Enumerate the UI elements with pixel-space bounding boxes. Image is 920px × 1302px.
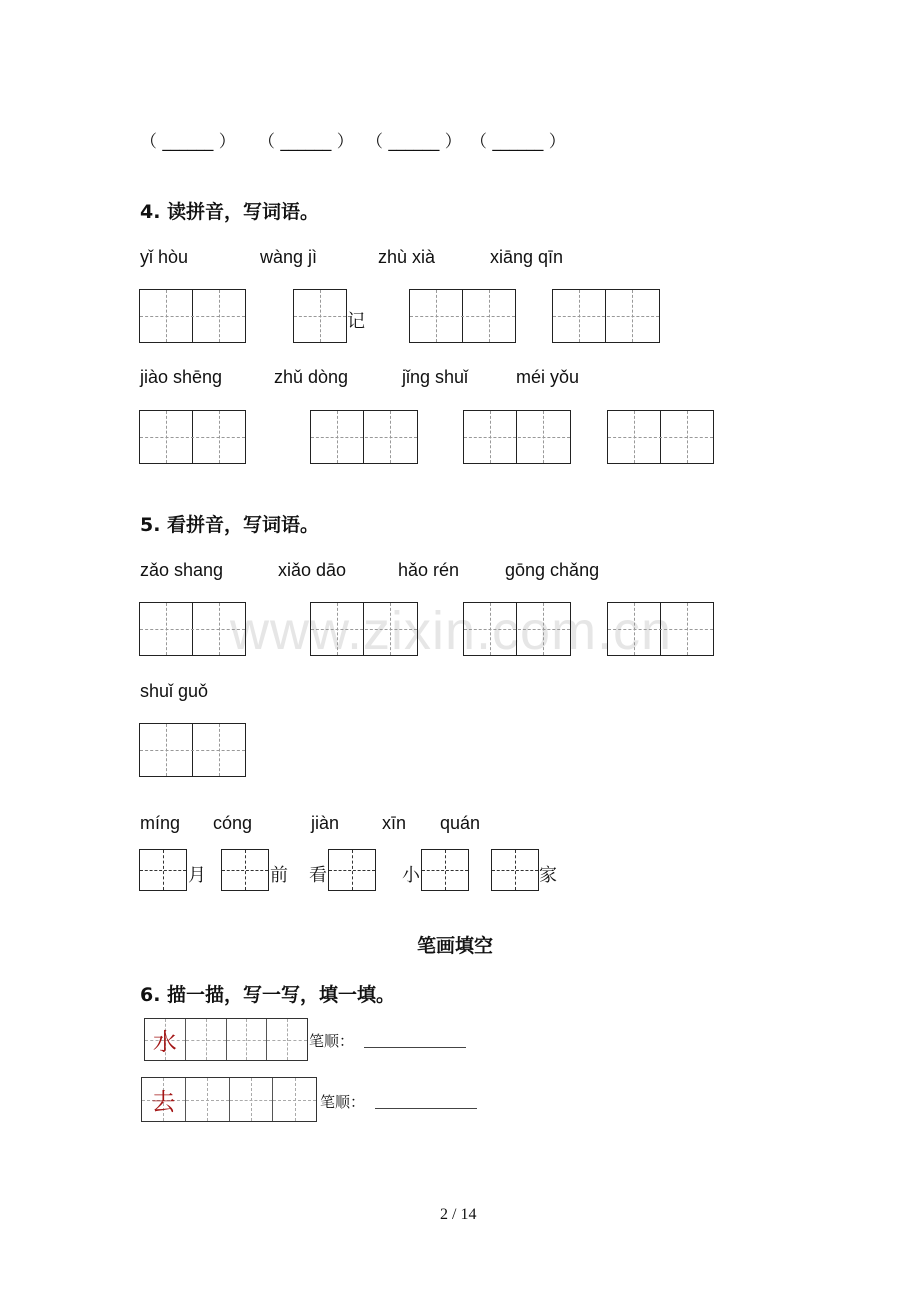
stroke-order-blank[interactable] — [364, 1047, 466, 1048]
pinyin: gōng chǎng — [505, 560, 600, 580]
given-character: 家 — [539, 865, 557, 886]
given-character: 记 — [347, 311, 365, 332]
pinyin: cóng — [213, 813, 253, 833]
pinyin: zhǔ dòng — [274, 367, 349, 387]
writing-box-double[interactable] — [310, 410, 418, 464]
writing-box-double[interactable] — [139, 602, 246, 656]
writing-box-double[interactable] — [139, 289, 246, 343]
pinyin: yǐ hòu — [140, 247, 189, 267]
writing-box-double[interactable] — [409, 289, 516, 343]
given-character: 前 — [270, 865, 288, 886]
question-4-heading: 4. 读拼音，写词语。 — [140, 201, 320, 223]
pinyin: méi yǒu — [516, 367, 580, 387]
stroke-order-label: 笔顺： — [309, 1032, 355, 1050]
paren-blank[interactable]: （ ______ ） — [366, 132, 462, 152]
writing-box-double[interactable] — [310, 602, 418, 656]
given-character: 月 — [188, 865, 206, 886]
pinyin: jiàn — [311, 813, 340, 833]
pinyin: míng — [140, 813, 181, 833]
given-character: 看 — [309, 865, 327, 886]
writing-box-single[interactable] — [293, 289, 347, 343]
pinyin: xīn — [382, 813, 407, 833]
section-title: 笔画填空 — [417, 935, 494, 957]
writing-box-single[interactable] — [491, 849, 539, 891]
pinyin: shuǐ guǒ — [140, 681, 209, 701]
writing-box-single[interactable] — [421, 849, 469, 891]
writing-box-double[interactable] — [139, 410, 246, 464]
writing-box-double[interactable] — [463, 602, 571, 656]
question-5-heading: 5. 看拼音，写词语。 — [140, 514, 320, 536]
pinyin: xiǎo dāo — [278, 560, 347, 580]
stroke-order-blank[interactable] — [375, 1108, 477, 1109]
writing-box-double[interactable] — [607, 410, 714, 464]
trace-character: 去 — [151, 1088, 176, 1116]
trace-character: 水 — [152, 1028, 177, 1056]
paren-blank[interactable]: （ ______ ） — [258, 132, 354, 152]
writing-box-single[interactable] — [328, 849, 376, 891]
pinyin: hǎo rén — [398, 560, 460, 580]
paren-blank[interactable]: （ ______ ） — [140, 132, 236, 152]
writing-box-double[interactable] — [607, 602, 714, 656]
pinyin: zǎo shang — [140, 560, 224, 580]
stroke-practice-strip[interactable] — [144, 1018, 308, 1061]
stroke-practice-strip[interactable] — [141, 1077, 317, 1122]
pinyin: wàng jì — [260, 247, 318, 267]
paren-blank[interactable]: （ ______ ） — [470, 132, 566, 152]
watermark: www.zixin.com.cn — [230, 601, 673, 661]
pinyin: jiào shēng — [140, 367, 223, 387]
pinyin: quán — [440, 813, 481, 833]
writing-box-single[interactable] — [221, 849, 269, 891]
given-character: 小 — [402, 865, 420, 886]
pinyin: xiāng qīn — [490, 247, 564, 267]
writing-box-single[interactable] — [139, 849, 187, 891]
writing-box-double[interactable] — [463, 410, 571, 464]
pinyin: jǐng shuǐ — [402, 367, 469, 387]
pinyin: zhù xià — [378, 247, 436, 267]
question-6-heading: 6. 描一描，写一写，填一填。 — [140, 984, 396, 1006]
stroke-order-label: 笔顺： — [320, 1093, 366, 1111]
writing-box-double[interactable] — [552, 289, 660, 343]
writing-box-double[interactable] — [139, 723, 246, 777]
page-number: 2 / 14 — [440, 1206, 477, 1223]
